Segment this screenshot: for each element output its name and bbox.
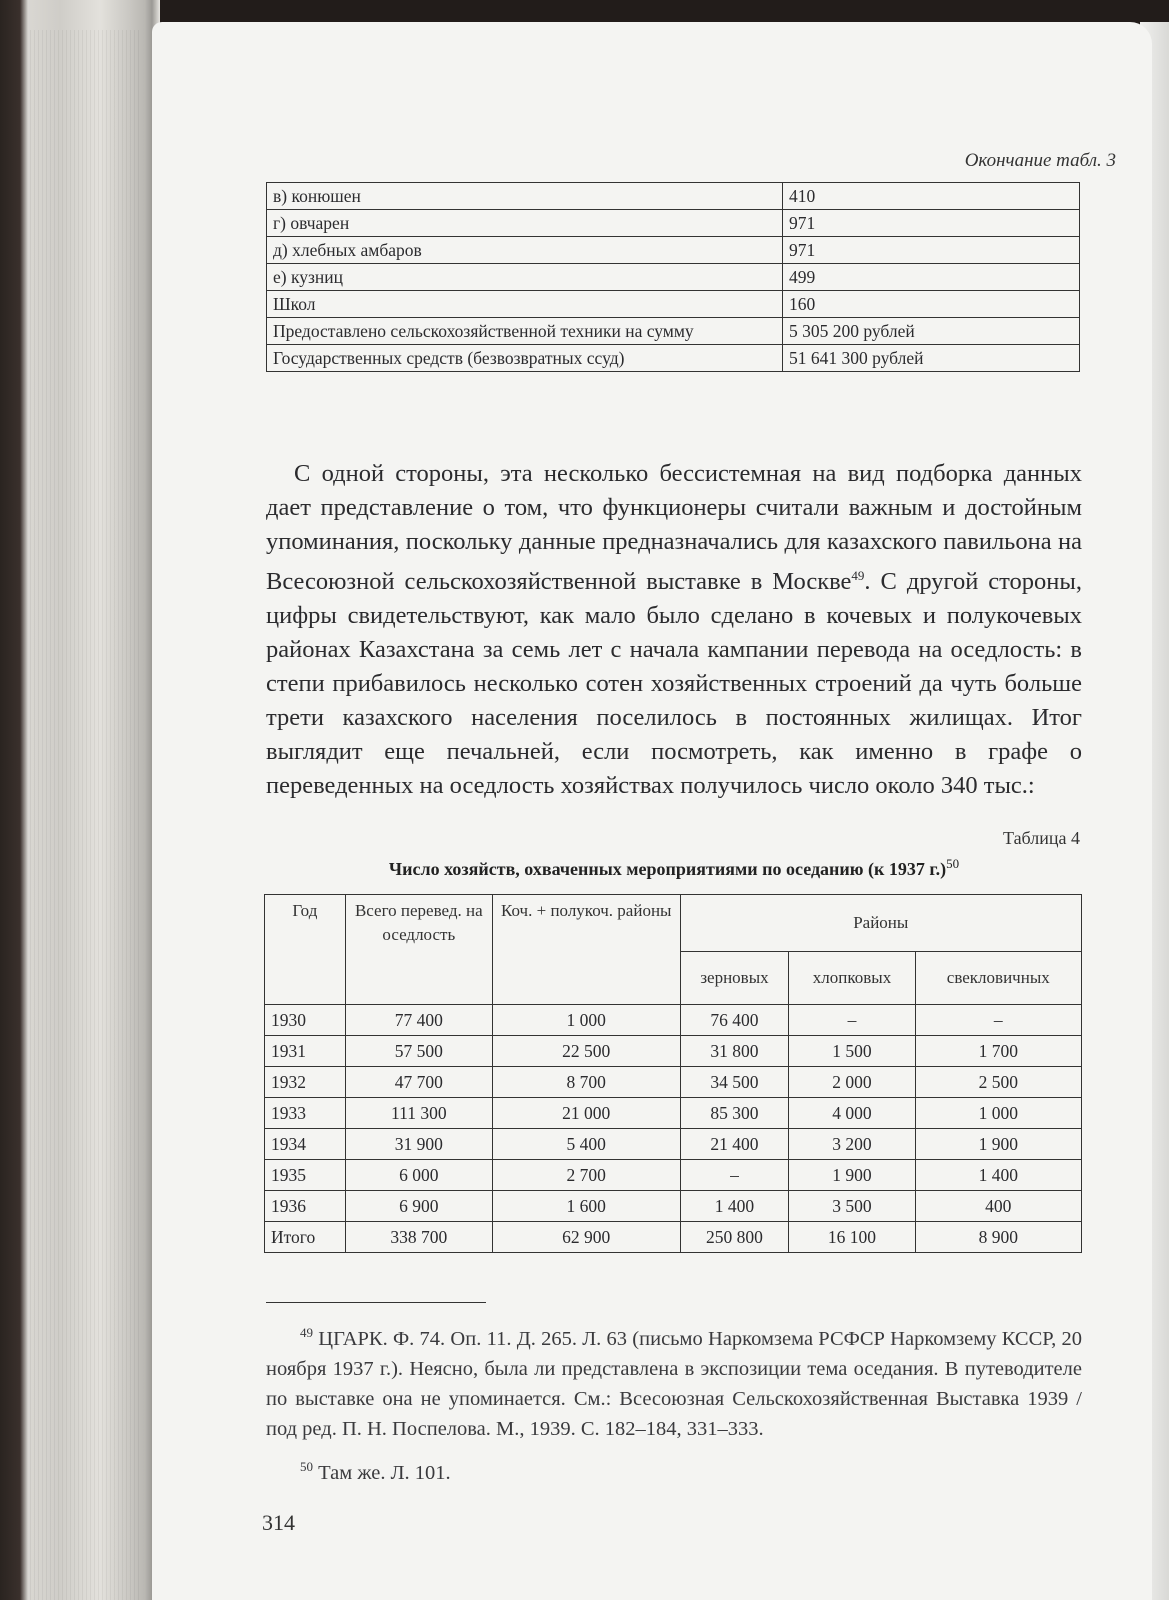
footnote-50 <box>266 1452 1082 1488</box>
book-page <box>152 22 1152 1600</box>
table-4-cell-total: 6 000 <box>345 1160 492 1191</box>
table-4-cell-nomadic: 2 700 <box>492 1160 680 1191</box>
body-paragraph <box>266 457 1082 803</box>
table-3-value: 51 641 300 рублей <box>783 345 1080 372</box>
table-3-item: г) овчарен <box>267 210 783 237</box>
table-3-item: в) конюшен <box>267 183 783 210</box>
table-4-row <box>265 1160 1082 1191</box>
footnote-50-number: 50 <box>300 1458 313 1474</box>
table-4-cell-total: 338 700 <box>345 1222 492 1253</box>
paragraph-part-1: С одной стороны, эта несколько бессистемная на вид подборка данных дает представление о том, что функционеры считали важным и достойным упоминания, поскольку данные предназначались для казахского павильона на Всесоюзной сельскохозяйственной выставке в Москве <box>266 460 1082 596</box>
page-number: 314 <box>262 1510 295 1535</box>
table-4-cell-year: 1931 <box>265 1036 346 1067</box>
table-4-cell-grain: 85 300 <box>680 1098 789 1129</box>
table-4-cell-nomadic: 5 400 <box>492 1129 680 1160</box>
table-4-cell-total: 47 700 <box>345 1067 492 1098</box>
table-4-cell-grain: 250 800 <box>680 1222 789 1253</box>
table-4-cell-year: 1934 <box>265 1129 346 1160</box>
footnote-49 <box>266 1318 1082 1444</box>
header-cotton: хлопковых <box>789 952 915 1005</box>
table-4-cell-cotton: 4 000 <box>789 1098 915 1129</box>
table-3-row <box>267 345 1080 372</box>
table-4-row <box>265 1098 1082 1129</box>
table-4-cell-nomadic: 8 700 <box>492 1067 680 1098</box>
table-4-header-row-1 <box>265 895 1082 952</box>
header-year: Год <box>265 895 346 1005</box>
table-4-cell-total: 31 900 <box>345 1129 492 1160</box>
table-4-cell-year: 1935 <box>265 1160 346 1191</box>
table-4-title-text: Число хозяйств, охваченных мероприятиями по оседанию (к 1937 г.) <box>388 859 947 879</box>
table-4-cell-total: 6 900 <box>345 1191 492 1222</box>
table-4-cell-grain: – <box>680 1160 789 1191</box>
table-4-cell-nomadic: 21 000 <box>492 1098 680 1129</box>
table-4-row <box>265 1036 1082 1067</box>
header-nomadic: Коч. + полукоч. районы <box>492 895 680 1005</box>
table-3-row <box>267 264 1080 291</box>
header-total: Всего перевед. на оседлость <box>345 895 492 1005</box>
table-4-cell-beet: 8 900 <box>915 1222 1081 1253</box>
table-4-cell-cotton: 1 500 <box>789 1036 915 1067</box>
table-4-row <box>265 1191 1082 1222</box>
table-4-cell-cotton: 3 200 <box>789 1129 915 1160</box>
table-3-value: 499 <box>783 264 1080 291</box>
table-4-cell-year: 1930 <box>265 1005 346 1036</box>
table-3-item: е) кузниц <box>267 264 783 291</box>
table-4-cell-year: Итого <box>265 1222 346 1253</box>
table-4-cell-grain: 31 800 <box>680 1036 789 1067</box>
table-4-cell-grain: 34 500 <box>680 1067 789 1098</box>
header-districts: Районы <box>680 895 1081 952</box>
table-4-cell-grain: 21 400 <box>680 1129 789 1160</box>
table-3-row <box>267 210 1080 237</box>
table-3-row <box>267 237 1080 264</box>
table-4-title <box>266 856 1082 880</box>
table-4-cell-beet: 1 400 <box>915 1160 1081 1191</box>
footnote-50-text: Там же. Л. 101. <box>318 1461 451 1484</box>
table-3-value: 410 <box>783 183 1080 210</box>
page-edge-lines <box>30 30 140 1600</box>
table-4-cell-nomadic: 1 600 <box>492 1191 680 1222</box>
table-4-cell-cotton: 3 500 <box>789 1191 915 1222</box>
table-4-row <box>265 1129 1082 1160</box>
table-4-cell-beet: 1 900 <box>915 1129 1081 1160</box>
table-3-end <box>266 182 1080 372</box>
table-4-cell-beet: 1 700 <box>915 1036 1081 1067</box>
table-3-item: Предоставлено сельскохозяйственной техники на сумму <box>267 318 783 345</box>
table-4-cell-nomadic: 22 500 <box>492 1036 680 1067</box>
footnote-ref-49: 49 <box>851 568 865 583</box>
header-grain: зерновых <box>680 952 789 1005</box>
table-4-row <box>265 1005 1082 1036</box>
table-4-cell-nomadic: 62 900 <box>492 1222 680 1253</box>
footnote-49-number: 49 <box>300 1325 313 1340</box>
table-4-cell-total: 111 300 <box>345 1098 492 1129</box>
table-4-cell-grain: 76 400 <box>680 1005 789 1036</box>
table-4-cell-cotton: 1 900 <box>789 1160 915 1191</box>
table-4-cell-beet: 400 <box>915 1191 1081 1222</box>
table-continuation-label: Окончание табл. 3 <box>964 150 1116 171</box>
table-4-cell-total: 57 500 <box>345 1036 492 1067</box>
footnote-separator <box>266 1302 486 1303</box>
table-3-item: д) хлебных амбаров <box>267 237 783 264</box>
table-3-body <box>267 183 1080 372</box>
table-4-cell-cotton: 2 000 <box>789 1067 915 1098</box>
table-4-cell-cotton: – <box>789 1005 915 1036</box>
table-4 <box>264 894 1082 1253</box>
table-4-body <box>265 1005 1082 1253</box>
table-4-cell-nomadic: 1 000 <box>492 1005 680 1036</box>
table-4-row <box>265 1067 1082 1098</box>
paragraph-part-2: . С другой стороны, цифры свидетельствуют, как мало было сделано в кочевых и полукочевых районах Казахстана за семь лет с начала кампании перевода на оседлость: в степи прибавилось несколько сотен хозяйственных строений да чуть больше трети казахского населения поселилось в постоянных жилищах. Итог выглядит еще печальней, если посмотреть, как именно в графе о переведенных на оседлость хозяйствах получилось число около 340 тыс.: <box>266 568 1082 800</box>
table-4-cell-year: 1933 <box>265 1098 346 1129</box>
table-3-value: 971 <box>783 237 1080 264</box>
footnote-49-text: ЦГАРК. Ф. 74. Оп. 11. Д. 265. Л. 63 (письмо Наркомзема РСФСР Наркомзему КССР, 20 ноября 1937 г.). Неясно, была ли представлена в экспозиции тема оседания. В путеводителе по выставке она не упоминается. См.: Всесоюзная Сельскохозяйственная Выставка 1939 / под ред. П. Н. Поспелова. М., 1939. С. 182–184, 331–333. <box>266 1327 1082 1440</box>
book-page-edges <box>0 0 160 1600</box>
table-4-cell-beet: – <box>915 1005 1081 1036</box>
table-4-cell-year: 1932 <box>265 1067 346 1098</box>
table-4-cell-beet: 1 000 <box>915 1098 1081 1129</box>
footnotes <box>266 1318 1082 1488</box>
table-3-item: Государственных средств (безвозвратных ссуд) <box>267 345 783 372</box>
table-3-value: 5 305 200 рублей <box>783 318 1080 345</box>
table-4-row <box>265 1222 1082 1253</box>
footnote-ref-50: 50 <box>946 856 960 871</box>
table-4-cell-total: 77 400 <box>345 1005 492 1036</box>
header-beet: свекловичных <box>915 952 1081 1005</box>
table-4-cell-year: 1936 <box>265 1191 346 1222</box>
table-4-cell-beet: 2 500 <box>915 1067 1081 1098</box>
table-4-cell-grain: 1 400 <box>680 1191 789 1222</box>
table-3-row <box>267 183 1080 210</box>
table-4-label: Таблица 4 <box>1003 828 1080 848</box>
table-3-value: 160 <box>783 291 1080 318</box>
table-3-item: Школ <box>267 291 783 318</box>
table-3-value: 971 <box>783 210 1080 237</box>
table-3-row <box>267 291 1080 318</box>
table-3-row <box>267 318 1080 345</box>
table-4-cell-cotton: 16 100 <box>789 1222 915 1253</box>
